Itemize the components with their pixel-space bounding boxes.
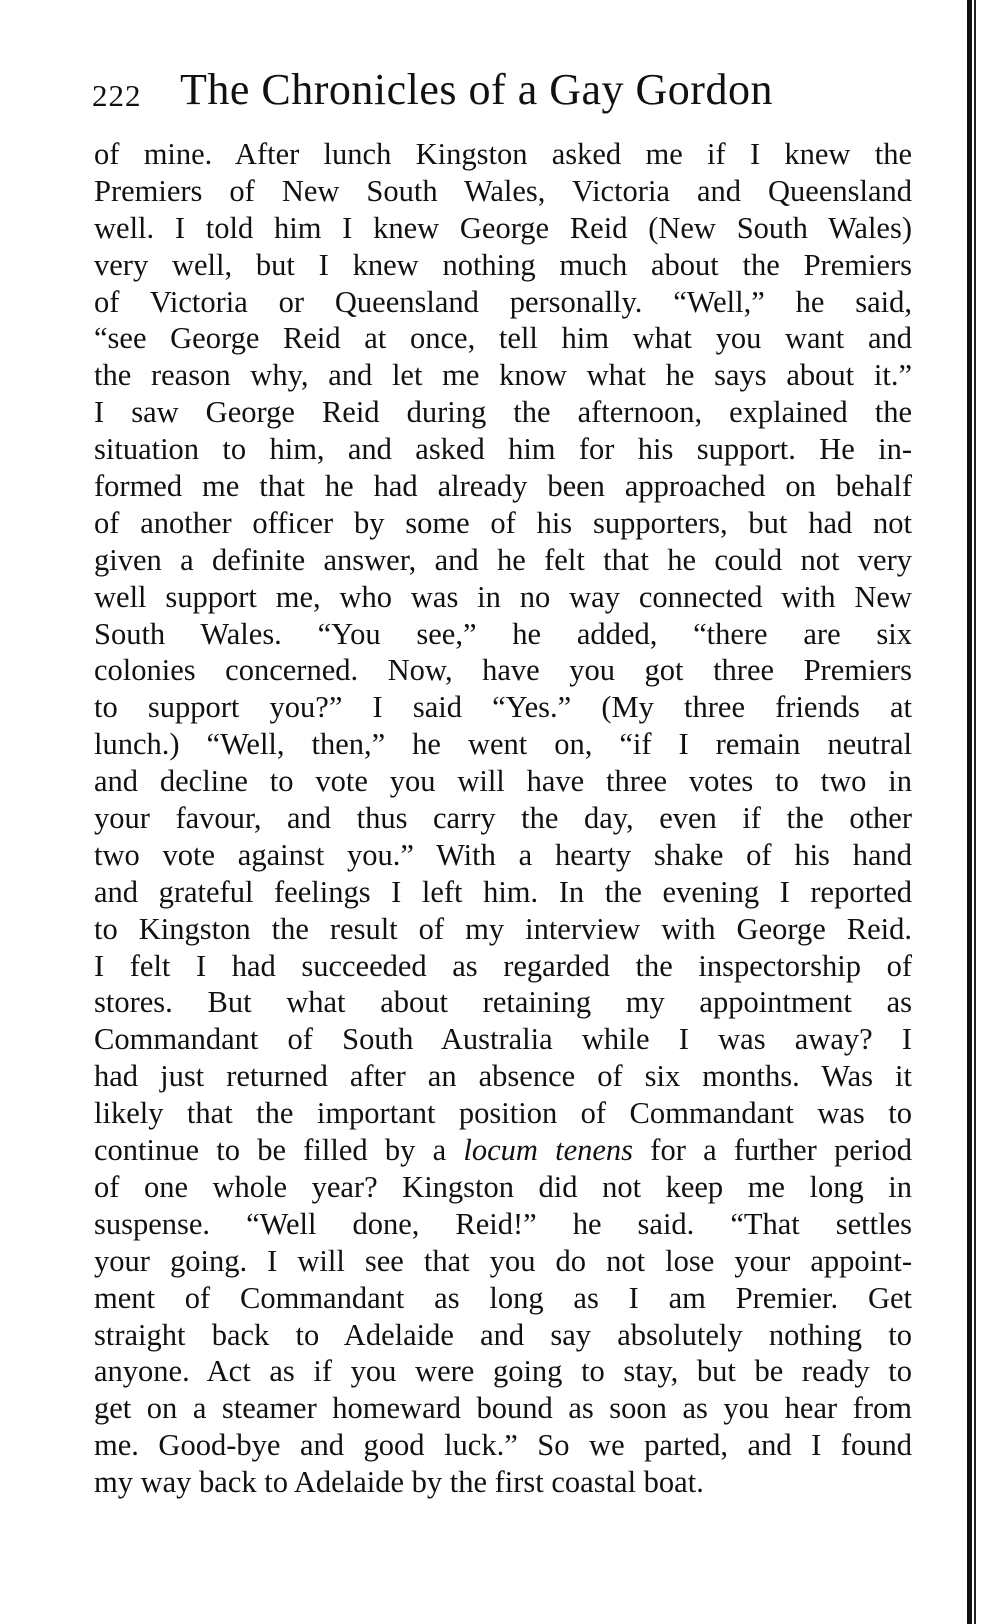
text-line: of mine. After lunch Kingston asked me if I knew the [94,137,912,171]
text-line: South Wales. “You see,” he added, “there are six [94,616,912,651]
text-line: of Victoria or Queensland personally. “Well,” he said, [94,284,912,319]
text-line: colonies concerned. Now, have you got three Premiers [94,653,912,688]
text-line: me. Good-bye and good luck.” So we parted, and I found [94,1428,912,1463]
text-line: get on a steamer homeward bound as soon as you hear from [94,1391,912,1426]
text-line: to support you?” I said “Yes.” (My three friends at [94,690,912,725]
text-line: stores. But what about retaining my appointment as [94,985,912,1020]
text-line: situation to him, and asked him for his support. He in- [94,432,912,467]
text-line: the reason why, and let me know what he says about it.” [94,358,912,393]
text-line: and grateful feelings I left him. In the evening I reported [94,874,912,909]
text-line: I felt I had succeeded as regarded the inspectorship of [94,948,912,983]
text-line: anyone. Act as if you were going to stay, but be ready to [94,1354,912,1389]
text-line: and decline to vote you will have three votes to two in [94,764,912,799]
text-line: had just returned after an absence of six months. Was it [94,1059,912,1094]
page-number: 222 [92,78,142,113]
text-line: two vote against you.” With a hearty shake of his hand [94,837,912,872]
running-header [92,64,922,128]
text-line: likely that the important position of Commandant was to [94,1096,912,1131]
text-line: your favour, and thus carry the day, even if the other [94,801,912,836]
text-line-final: my way back to Adelaide by the first coastal boat. [94,1465,704,1500]
text-line: suspense. “Well done, Reid!” he said. “That settles [94,1206,912,1241]
text-fragment: continue to be filled by a [94,1133,464,1168]
text-line: lunch.) “Well, then,” he went on, “if I remain neutral [94,727,912,762]
text-line: very well, but I knew nothing much about the Premiers [94,247,912,282]
text-line: I saw George Reid during the afternoon, explained the [94,395,912,430]
text-line-with-italic [94,1132,912,1169]
text-line: of one whole year? Kingston did not keep me long in [94,1169,912,1204]
text-line: formed me that he had already been approached on behalf [94,469,912,504]
text-fragment: for a further period [633,1133,912,1168]
text-line: Commandant of South Australia while I was away? I [94,1022,912,1057]
text-line: well support me, who was in no way connected with New [94,579,912,614]
body-text [94,136,912,1501]
text-line: to Kingston the result of my interview with George Reid. [94,911,912,946]
text-line: well. I told him I knew George Reid (New South Wales) [94,210,912,245]
text-line: of another officer by some of his supporters, but had not [94,505,912,540]
italic-phrase: locum tenens [463,1133,634,1168]
text-line: Premiers of New South Wales, Victoria and Queensland [94,173,912,208]
text-line: your going. I will see that you do not lose your appoint- [94,1243,912,1278]
text-line: straight back to Adelaide and say absolutely nothing to [94,1317,912,1352]
text-line: “see George Reid at once, tell him what you want and [94,321,912,356]
page-edge-line [974,0,976,1624]
running-title: The Chronicles of a Gay Gordon [180,65,773,114]
text-line: ment of Commandant as long as I am Premier. Get [94,1280,912,1315]
page-edge-shadow [967,0,972,1624]
text-line: given a definite answer, and he felt that he could not very [94,542,912,577]
